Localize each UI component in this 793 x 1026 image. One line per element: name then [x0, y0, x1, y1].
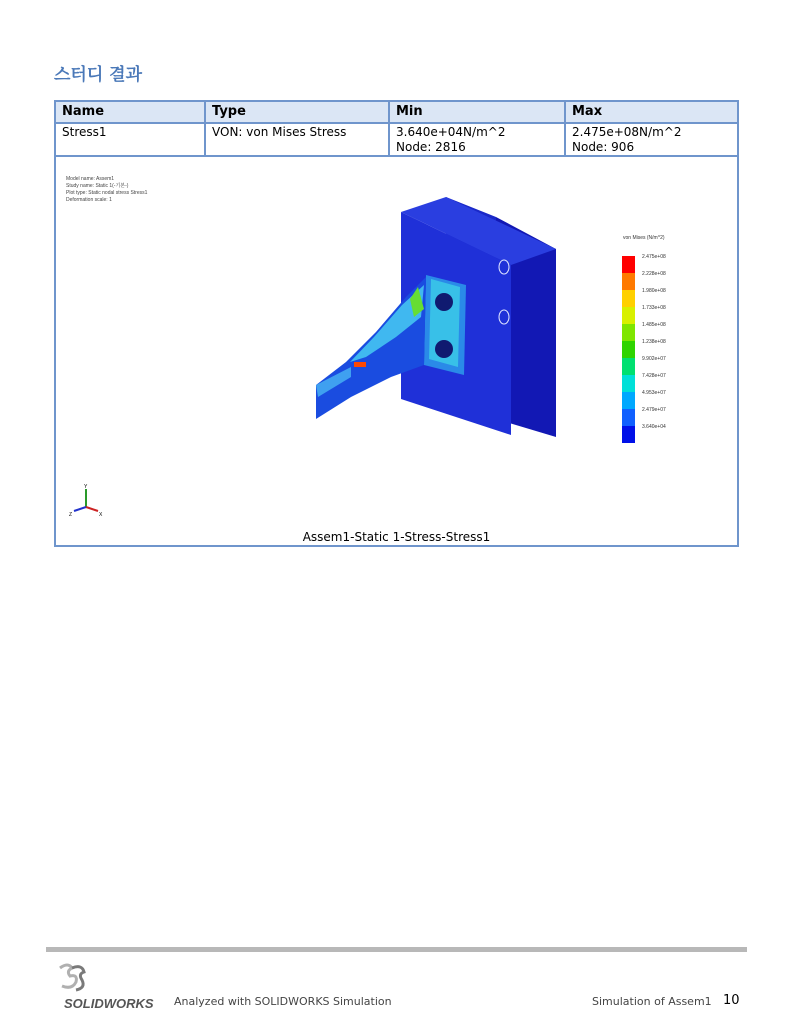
legend-label: 2.475e+08: [642, 254, 666, 260]
legend-color-segment: [622, 307, 635, 324]
page-number: 10: [723, 993, 740, 1008]
bolt-lower: [435, 340, 453, 358]
triad-x-label: X: [99, 512, 103, 518]
header-name: Name: [56, 102, 206, 122]
model-info: [66, 176, 147, 204]
min-node: Node: 2816: [396, 140, 466, 154]
model-info-plot-type: Plot type: Static nodal stress Stress1: [66, 190, 148, 196]
section-title: 스터디 결과: [54, 65, 143, 85]
footer-divider: [46, 947, 747, 952]
legend-label: 2.479e+07: [642, 407, 666, 413]
cell-min: [390, 124, 566, 155]
plot-caption: Assem1-Static 1-Stress-Stress1: [302, 530, 491, 544]
min-value: 3.640e+04N/m^2: [396, 125, 506, 139]
fea-model-render: [306, 187, 606, 437]
legend-color-segment: [622, 358, 635, 375]
legend-colorbar: [622, 256, 635, 443]
legend-label: 9.902e+07: [642, 356, 666, 362]
footer-doc-title: Simulation of Assem1: [592, 995, 712, 1008]
legend-labels: [642, 249, 666, 436]
legend-color-segment: [622, 290, 635, 307]
legend-label: 4.953e+07: [642, 390, 666, 396]
legend-label: 7.428e+07: [642, 373, 666, 379]
bolt-upper: [435, 293, 453, 311]
axis-triad: [68, 483, 104, 519]
legend-color-segment: [622, 426, 635, 443]
footer-analyzed: Analyzed with SOLIDWORKS Simulation: [174, 995, 392, 1008]
brand-wordmark: SOLIDWORKS: [64, 996, 154, 1011]
header-type: Type: [206, 102, 390, 122]
legend-color-segment: [622, 341, 635, 358]
table-header-row: [56, 102, 737, 124]
legend-label: 1.485e+08: [642, 322, 666, 328]
model-info-name: Model name: Assem1: [66, 176, 115, 182]
arm-hotspot: [354, 362, 366, 367]
legend-color-segment: [622, 324, 635, 341]
legend-title: von Mises (N/m^2): [623, 235, 665, 241]
legend-label: 1.980e+08: [642, 288, 666, 294]
max-node: Node: 906: [572, 140, 635, 154]
header-max: Max: [572, 104, 603, 119]
cell-name: Stress1: [56, 124, 206, 155]
legend-color-segment: [622, 256, 635, 273]
results-table: [54, 100, 739, 547]
model-info-deformation: Deformation scale: 1: [66, 197, 112, 203]
legend-color-segment: [622, 392, 635, 409]
legend-label: 1.238e+08: [642, 339, 666, 345]
legend-label: 3.640e+04: [642, 424, 666, 430]
legend-label: 1.733e+08: [642, 305, 666, 311]
triad-z-label: Z: [69, 512, 73, 518]
triad-y-label: Y: [84, 484, 88, 490]
table-row: [56, 124, 737, 157]
stress-legend: [622, 235, 692, 430]
header-min: Min: [390, 102, 566, 122]
stress-plot: [56, 157, 737, 547]
cell-type: VON: von Mises Stress: [206, 124, 390, 155]
legend-color-segment: [622, 273, 635, 290]
cell-max: [566, 124, 737, 155]
legend-label: 2.228e+08: [642, 271, 666, 277]
max-value: 2.475e+08N/m^2: [572, 125, 682, 139]
legend-color-segment: [622, 375, 635, 392]
model-info-study: Study name: Static 1(-기본-): [66, 183, 129, 189]
legend-color-segment: [622, 409, 635, 426]
solidworks-logo-icon: [54, 962, 94, 996]
